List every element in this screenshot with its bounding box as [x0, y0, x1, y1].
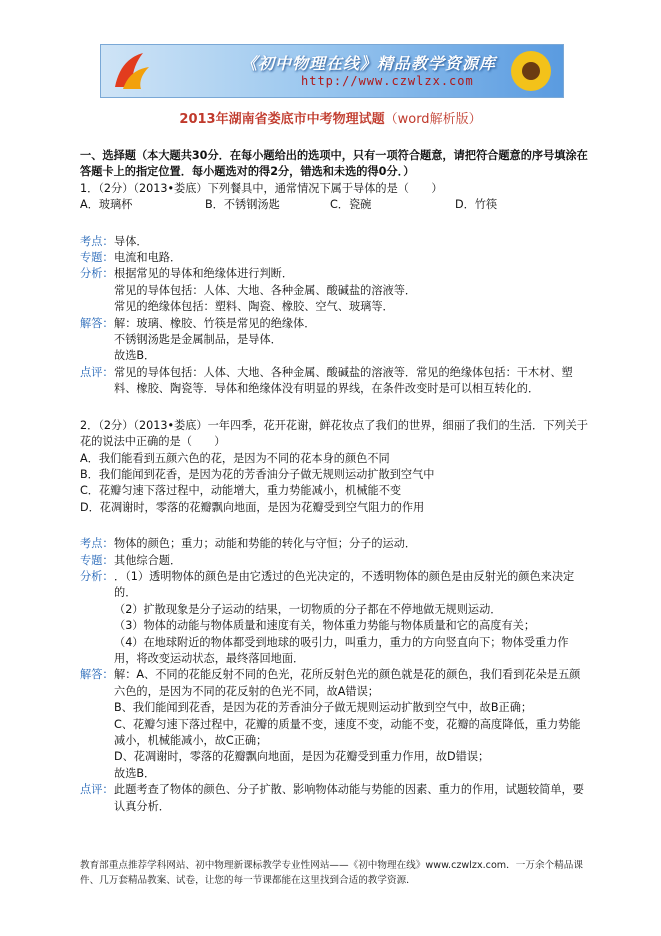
q1-fenxi: [80, 266, 590, 315]
q1-dianping-text: 常见的导体包括：人体、大地、各种金属、酸碱盐的溶液等．常见的绝缘体包括：干木材、塑料、橡胶、陶瓷等．导体和绝缘体没有明显的界线，在条件改变时是可以相互转化的．: [114, 365, 573, 396]
q2-fenxi-line: （4）在地球附近的物体都受到地球的吸引力，叫重力，重力的方向竖直向下；物体受重力作用，将改变运动状态，最终落回地面．: [114, 635, 569, 665]
banner-url: http://www.czwlzx.com: [301, 74, 474, 88]
q1-fenxi-line: 常见的导体包括：人体、大地、各种金属、酸碱盐的溶液等．: [114, 283, 417, 297]
logo-icon: [109, 49, 153, 93]
q2-zhuanti-text: 其他综合题．: [114, 553, 182, 567]
q1-zhuanti-text: 电流和电路．: [114, 251, 182, 265]
q2-fenxi-line: （2）扩散现象是分子运动的结果，一切物质的分子都在不停地做无规则运动．: [114, 602, 502, 616]
q2-option-c: C．花瓣匀速下落过程中，动能增大，重力势能减小，机械能不变: [80, 484, 402, 498]
section-heading: 一、选择题（本大题共30分．在每小题给出的选项中，只有一项符合题意，请把符合题意的序号填涂在答题卡上的指定位置．每小题选对的得2分，错选和未选的得0分．）: [80, 149, 588, 179]
q1-kaodian-text: 导体．: [114, 234, 148, 248]
document-title: [0, 108, 661, 127]
q1-option-d: D．竹筷: [455, 198, 498, 212]
q2-jieda-line: C、花瓣匀速下落过程中，花瓣的质量不变，速度不变，动能不变，花瓣的高度降低，重力势能减小，机械能减小，故C正确；: [114, 717, 581, 747]
q2-fenxi: [80, 569, 590, 667]
q2-jieda-line: B、我们能闻到花香，是因为花的芳香油分子做无规则运动扩散到空气中，故B正确；: [114, 701, 533, 715]
q2-zhuanti: [80, 553, 590, 569]
q2-fenxi-line: （3）物体的动能与物体质量和速度有关，物体重力势能与物体质量和它的高度有关；: [114, 619, 536, 633]
q1-kaodian: [80, 234, 590, 250]
fenxi-label: 分析：: [80, 267, 114, 281]
fenxi-label: 分析：: [80, 569, 114, 583]
q1-jieda-line: 不锈钢汤匙是金属制品，是导体．: [114, 333, 282, 347]
q1-fenxi-line: 常见的绝缘体包括：塑料、陶瓷、橡胶、空气、玻璃等．: [114, 300, 394, 314]
q1-options: [80, 197, 590, 213]
sunflower-icon: [497, 47, 557, 95]
q2-jieda-line: 故选B．: [114, 766, 156, 780]
q1-jieda: [80, 316, 590, 365]
header-banner: [100, 44, 564, 98]
zhuanti-label: 专题：: [80, 553, 114, 567]
jieda-label: 解答：: [80, 668, 114, 682]
q2-dianping: [80, 782, 590, 815]
q2-option-b: B．我们能闻到花香，是因为花的芳香油分子做无规则运动扩散到空气中: [80, 467, 435, 481]
q1-option-b: B．不锈钢汤匙: [205, 198, 280, 212]
jieda-label: 解答：: [80, 316, 114, 330]
q2-kaodian: [80, 536, 590, 552]
q1-dianping: [80, 365, 590, 398]
q1-option-a: A．玻璃杯: [80, 198, 133, 212]
kaodian-label: 考点：: [80, 537, 114, 551]
banner-title: 《初中物理在线》精品教学资源库: [241, 54, 497, 73]
q2-jieda-line: D、花凋谢时，零落的花瓣飘向地面，是因为花瓣受到重力作用，故D错误；: [114, 750, 490, 764]
dianping-label: 点评：: [80, 365, 114, 379]
q2-dianping-text: 此题考查了物体的颜色、分子扩散、影响物体动能与势能的因素、重力的作用，试题较简单，要认真分析．: [114, 783, 584, 813]
q1-zhuanti: [80, 250, 590, 266]
q1-jieda-line: 故选B．: [114, 349, 156, 363]
document-body: [80, 148, 590, 815]
q2-jieda: [80, 667, 590, 782]
q2-kaodian-text: 物体的颜色；重力；动能和势能的转化与守恒；分子的运动．: [114, 537, 417, 551]
q1-jieda-line: 解：玻璃、橡胶、竹筷是常见的绝缘体．: [114, 316, 316, 330]
document-title-text: 2013年湖南省娄底市中考物理试题: [179, 112, 385, 127]
q2-option-a: A．我们能看到五颜六色的花，是因为不同的花本身的颜色不同: [80, 451, 390, 465]
q1-stem: 1．（2分）（2013•娄底）下列餐具中，通常情况下属于导体的是（ ）: [80, 181, 443, 195]
kaodian-label: 考点：: [80, 234, 114, 248]
page-footer: 教育部重点推荐学科网站、初中物理新课标教学专业性网站——《初中物理在线》www.czwlzx.com．一万余个精品课件、几万套精品教案、试卷，让您的每一节课都能在这里找到合适的教学资源．: [80, 860, 583, 886]
q2-option-d: D．花凋谢时，零落的花瓣飘向地面，是因为花瓣受到空气阻力的作用: [80, 500, 425, 514]
q2-jieda-line: 解：A、不同的花能反射不同的色光，花所反射色光的颜色就是花的颜色，我们看到花朵是五颜六色的，是因为不同的花反射的色光不同，故A错误；: [114, 668, 581, 698]
document-title-format: （word解析版）: [384, 112, 482, 127]
zhuanti-label: 专题：: [80, 251, 114, 265]
q1-fenxi-line: 根据常见的导体和绝缘体进行判断．: [114, 267, 294, 281]
dianping-label: 点评：: [80, 783, 114, 797]
q1-option-c: C．瓷碗: [330, 198, 372, 212]
q2-fenxi-line: ．（1）透明物体的颜色是由它透过的色光决定的，不透明物体的颜色是由反射光的颜色来决定的．: [114, 569, 575, 600]
q2-stem: 2．（2分）（2013•娄底）一年四季，花开花谢，鲜花妆点了我们的世界，细丽了我们的生活．下列关于花的说法中正确的是（ ）: [80, 418, 588, 449]
